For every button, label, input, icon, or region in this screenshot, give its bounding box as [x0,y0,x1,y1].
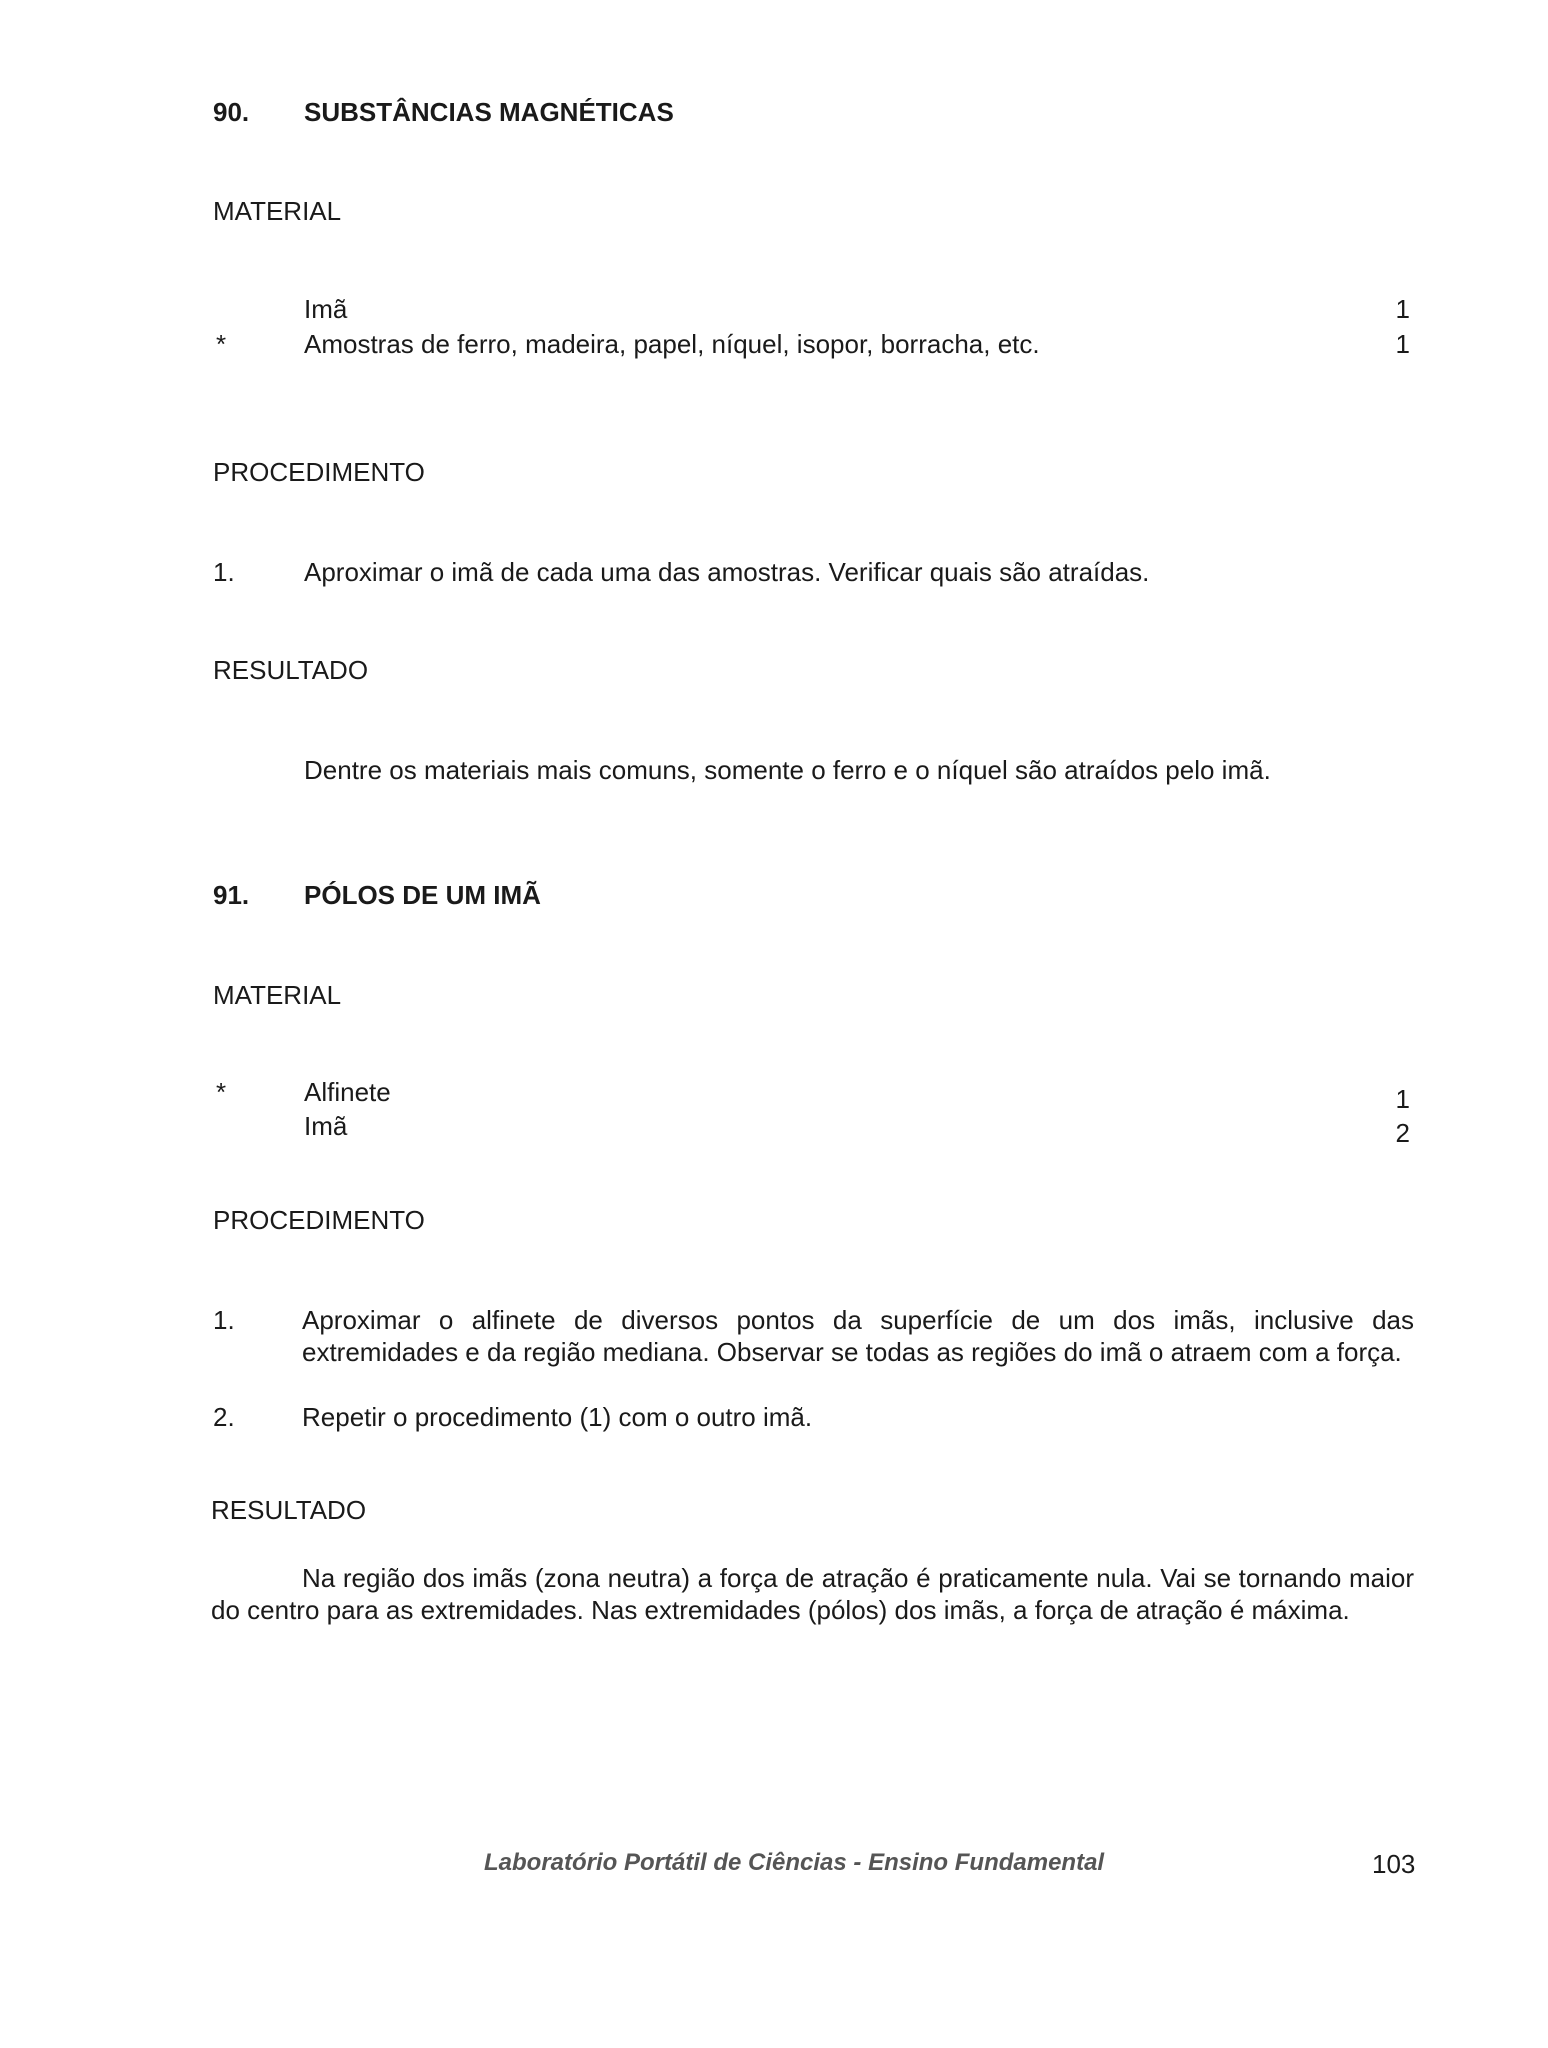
section-90-number: 90. [213,97,250,127]
section-91-material-label: MATERIAL [213,980,342,1010]
page-number: 103 [1372,1849,1416,1879]
section-91-result-label: RESULTADO [211,1495,367,1525]
section-90-result-label: RESULTADO [213,655,369,685]
section-91-material-0-marker: * [216,1077,227,1107]
section-90-title: SUBSTÂNCIAS MAGNÉTICAS [304,97,674,127]
section-91-material-0-name: Alfinete [304,1077,391,1107]
section-91-title: PÓLOS DE UM IMÃ [304,880,541,910]
section-90-procedure-label: PROCEDIMENTO [213,457,425,487]
section-90-material-1-name: Amostras de ferro, madeira, papel, níquel, isopor, borracha, etc. [304,329,1040,359]
section-90-step-0-text: Aproximar o imã de cada uma das amostras. Verificar quais são atraídas. [304,557,1150,587]
section-90-material-label: MATERIAL [213,196,342,226]
section-91-result-text: Na região dos imãs (zona neutra) a força de atração é praticamente nula. Vai se tornando maior do centro para as extremidades. Nas extremidades (pólos) dos imãs, a força de atração é máxima. [211,1563,1414,1625]
section-91-step-1-num: 2. [213,1402,235,1432]
section-91-step-0-num: 1. [213,1305,235,1335]
footer-title: Laboratório Portátil de Ciências - Ensino Fundamental [484,1849,1105,1876]
section-90-step-0-num: 1. [213,557,235,587]
section-91-material-0-qty: 1 [1395,1084,1410,1114]
section-90-result-text: Dentre os materiais mais comuns, somente o ferro e o níquel são atraídos pelo imã. [304,755,1271,785]
section-91-step-0-text: Aproximar o alfinete de diversos pontos da superfície de um dos imãs, inclusive das extremidades e da região mediana. Observar se todas as regiões do imã o atraem com a força. [302,1305,1414,1367]
section-91-number: 91. [213,880,250,910]
section-91-material-1-qty: 2 [1395,1118,1410,1148]
section-90-material-0-qty: 1 [1395,294,1410,324]
section-90-material-1-marker: * [216,329,227,359]
section-90-material-0-name: Imã [304,294,348,324]
section-91-step-1-text: Repetir o procedimento (1) com o outro imã. [302,1402,813,1432]
section-91-procedure-label: PROCEDIMENTO [213,1205,425,1235]
section-90-material-1-qty: 1 [1395,329,1410,359]
section-91-material-1-name: Imã [304,1111,348,1141]
